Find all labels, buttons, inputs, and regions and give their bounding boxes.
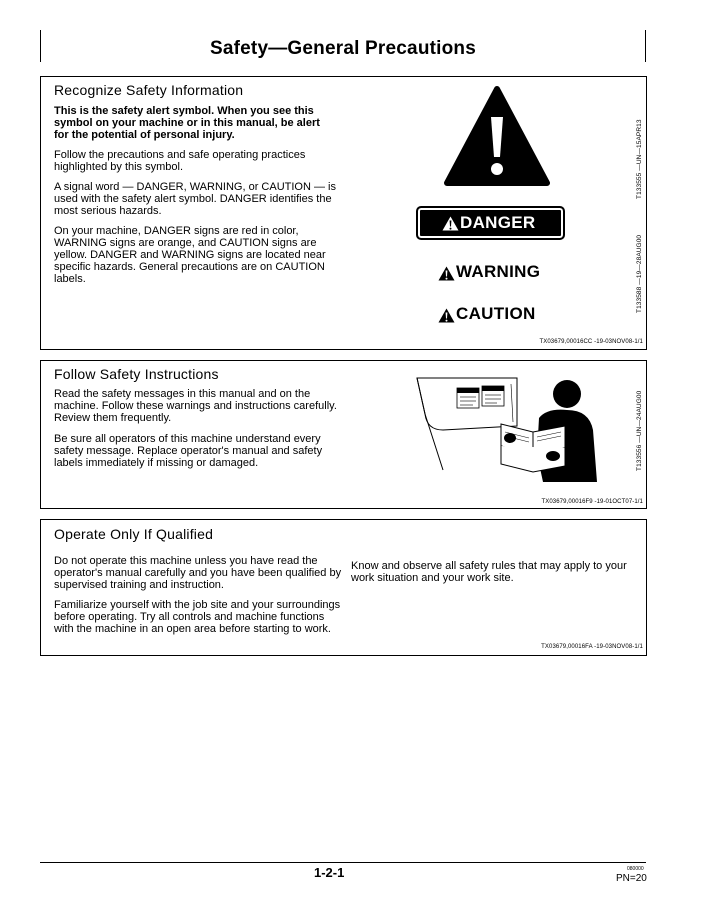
safety-alert-icon — [442, 216, 459, 231]
paragraph: Familiarize yourself with the job site and your surroundings before operating. Try all controls and machine functions with the machine in an open area before starting to work. — [54, 599, 341, 635]
section-heading: Recognize Safety Information — [54, 82, 244, 98]
caution-label: CAUTION — [456, 304, 536, 323]
section-follow-instructions — [40, 360, 647, 509]
footer-rule — [40, 862, 646, 863]
footer-code: 080000 — [627, 866, 644, 872]
page-title: Safety—General Precautions — [209, 38, 477, 59]
paragraph: Be sure all operators of this machine understand every safety message. Replace operator's manual and safety labels immediately if missing or damaged. — [54, 433, 323, 469]
paragraph: A signal word — DANGER, WARNING, or CAUTION — is used with the safety alert symbol. DANGER identifies the most serious hazards. — [54, 181, 336, 217]
warning-sign — [438, 261, 548, 285]
page-number: 1-2-1 — [314, 865, 345, 880]
operator-reading-manual-illustration — [413, 374, 603, 482]
figure-id: T133588 —19—28AUG00 — [636, 234, 643, 313]
danger-label: DANGER — [460, 213, 536, 232]
warning-label: WARNING — [456, 262, 541, 281]
section-operate-qualified — [40, 519, 647, 656]
safety-alert-icon — [443, 85, 551, 187]
section-recognize-safety — [40, 76, 647, 350]
paragraph: Read the safety messages in this manual and on the machine. Follow these warnings and instructions carefully. Review them frequently. — [54, 388, 337, 424]
paragraph: Do not operate this machine unless you have read the operator's manual carefully and you have been qualified by supervised training and instruction. — [54, 555, 342, 591]
reference-code: TX03679,00016CC -19-03NOV08-1/1 — [539, 339, 643, 345]
caution-sign — [438, 303, 548, 327]
pn-label: PN=20 — [616, 873, 647, 884]
reference-code: TX03679,00016F9 -19-01OCT07-1/1 — [541, 499, 643, 505]
section-heading: Follow Safety Instructions — [54, 366, 219, 382]
paragraph: Know and observe all safety rules that may apply to your work situation and your work site. — [351, 560, 627, 584]
danger-sign — [418, 208, 563, 238]
safety-alert-icon — [438, 266, 455, 281]
reference-code: TX03679,00016FA -19-03NOV08-1/1 — [541, 644, 643, 650]
paragraph: On your machine, DANGER signs are red in color, WARNING signs are orange, and CAUTION signs are yellow. DANGER and WARNING signs are located near specific hazards. General precautions are on CAUTION labels. — [54, 225, 326, 285]
figure-id: T133556 —UN—24AUG00 — [636, 390, 643, 471]
figure-id: T133555 —UN—15APR13 — [636, 119, 643, 199]
safety-alert-icon — [438, 308, 455, 323]
paragraph: Follow the precautions and safe operating practices highlighted by this symbol. — [54, 149, 306, 173]
page-title-box — [40, 30, 646, 62]
paragraph: This is the safety alert symbol. When you see this symbol on your machine or in this manual, be alert for the potential of personal injury. — [54, 105, 320, 141]
section-heading: Operate Only If Qualified — [54, 526, 214, 542]
